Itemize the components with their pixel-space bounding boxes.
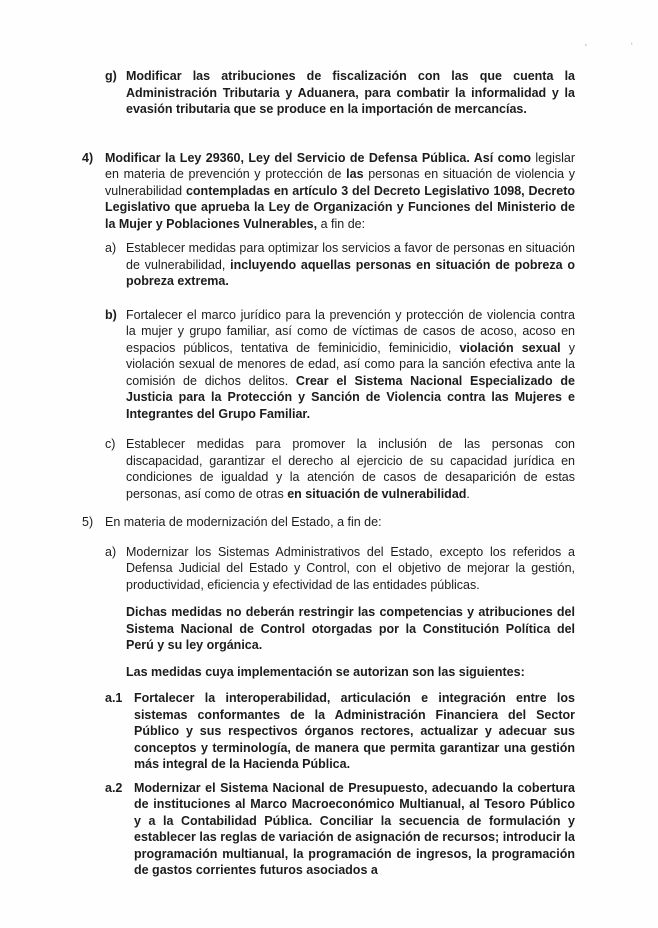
text-segment-bold: Crear el Sistema Nacional Especializado de Justicia para la Protección y Sanción de Violencia contra las Mujeres e Integrantes del Grupo Familiar. [126, 373, 575, 421]
text-segment-bold: las [346, 167, 369, 181]
text-segment: legislar en materia de prevención y protección de [105, 150, 575, 181]
text-segment-bold: incluyendo aquellas personas en situación de pobreza o pobreza extrema. [126, 257, 575, 288]
paragraph-text [126, 240, 575, 290]
list-marker: 4) [82, 150, 94, 165]
text-segment: Fortalecer el marco jurídico para la prevención y protección de violencia contra la mujer y grupo familiar, así como de víctimas de casos de acoso, acoso en espacios públicos, tentativa de feminicidio, feminicidio, [126, 307, 575, 355]
list-marker: a.1 [105, 691, 123, 705]
text-segment: . [466, 486, 470, 501]
list-marker: 5) [82, 515, 94, 529]
paragraph-text [105, 150, 575, 233]
paragraph-dichas-medidas [126, 604, 575, 654]
paragraph-text [105, 514, 575, 531]
text-segment-bold: en situación de vulnerabilidad [287, 486, 467, 501]
text-segment-bold: contempladas en artículo 3 del Decreto Legislativo 1098, Decreto Legislativo que aprueba la Ley de Organización y Funciones del Ministerio de la Mujer y Poblaciones Vulnerables, [105, 183, 576, 231]
paragraph-text [126, 68, 575, 118]
list-item-5a [105, 544, 575, 594]
list-item-a2 [105, 780, 575, 879]
list-item-g [105, 68, 575, 118]
paragraph-text [126, 307, 575, 423]
text-segment: personas en situación de violencia y vulnerabilidad [105, 167, 575, 198]
list-marker: a) [105, 544, 117, 559]
text-segment-bold: Modernizar el Sistema Nacional de Presupuesto, adecuando la cobertura de instituciones al Marco Macroeconómico Multianual, al Tesoro Público y a la Contabilidad Pública. Conciliar la secuencia de formulación y establecer las reglas de variación de asignación de recursos; introducir la programación multianual, la programación de ingresos, la programación de gastos corrientes futuros asociados a [134, 780, 575, 877]
paragraph-text [126, 436, 575, 502]
text-segment-bold: Las medidas cuya implementación se autorizan son las siguientes: [126, 664, 525, 679]
list-marker: b) [105, 307, 117, 322]
list-item-4 [82, 150, 575, 233]
scan-artifact-mark: ˈ [630, 42, 634, 54]
paragraph-text [134, 780, 575, 879]
text-segment-bold: Dichas medidas no deberán restringir las competencias y atribuciones del Sistema Nacional de Control otorgadas por la Constitución Política del Perú y su ley orgánica. [126, 605, 575, 652]
list-marker: g) [105, 69, 117, 83]
text-segment-bold: Fortalecer la interoperabilidad, articulación e integración entre los sistemas conformantes de la Administración Financiera del Sector Público y sus respectivos órganos rectores, actualizar y adecuar sus conceptos y terminología, de manera que permita garantizar una gestión más integral de la Hacienda Pública. [134, 691, 575, 771]
text-segment: Modernizar los Sistemas Administrativos del Estado, excepto los referidos a Defensa Judicial del Estado y Control, con el objetivo de mejorar la gestión, productividad, eficiencia y efectividad de las entidades públicas. [126, 544, 575, 592]
text-segment: y violación sexual de menores de edad, así como para la sanción efectiva ante la comisión de dichos delitos. [126, 340, 575, 388]
paragraph-text [134, 690, 575, 773]
list-item-4c [105, 436, 575, 502]
text-segment: a fin de: [320, 216, 366, 231]
text-segment-bold: violación sexual [459, 340, 569, 355]
list-marker: a.2 [105, 780, 123, 795]
list-item-5 [82, 514, 575, 531]
list-item-4a [105, 240, 575, 290]
text-segment: En materia de modernización del Estado, a fin de: [105, 515, 382, 529]
paragraph-text [126, 604, 575, 654]
paragraph-las-medidas [126, 664, 575, 681]
text-segment: Establecer medidas para promover la inclusión de las personas con discapacidad, garantizar el derecho al ejercicio de su capacidad jurídica en condiciones de igualdad y la atención de casos de desaparición de estas personas, así como de otras [126, 437, 575, 501]
paragraph-text [126, 664, 575, 681]
text-segment-bold: Modificar las atribuciones de fiscalización con las que cuenta la Administración Tributaria y Aduanera, para combatir la informalidad y la evasión tributaria que se produce en la importación de mercancías. [126, 69, 575, 116]
text-segment: Establecer medidas para optimizar los servicios a favor de personas en situación de vulnerabilidad, [126, 241, 575, 272]
list-item-4b [105, 307, 575, 423]
list-marker: c) [105, 437, 116, 451]
scan-artifact-mark: · [582, 38, 589, 52]
list-item-a1 [105, 690, 575, 773]
list-marker: a) [105, 241, 117, 255]
paragraph-text [126, 544, 575, 594]
text-segment-bold: Modificar la Ley 29360, Ley del Servicio de Defensa Pública. Así como [105, 150, 536, 165]
